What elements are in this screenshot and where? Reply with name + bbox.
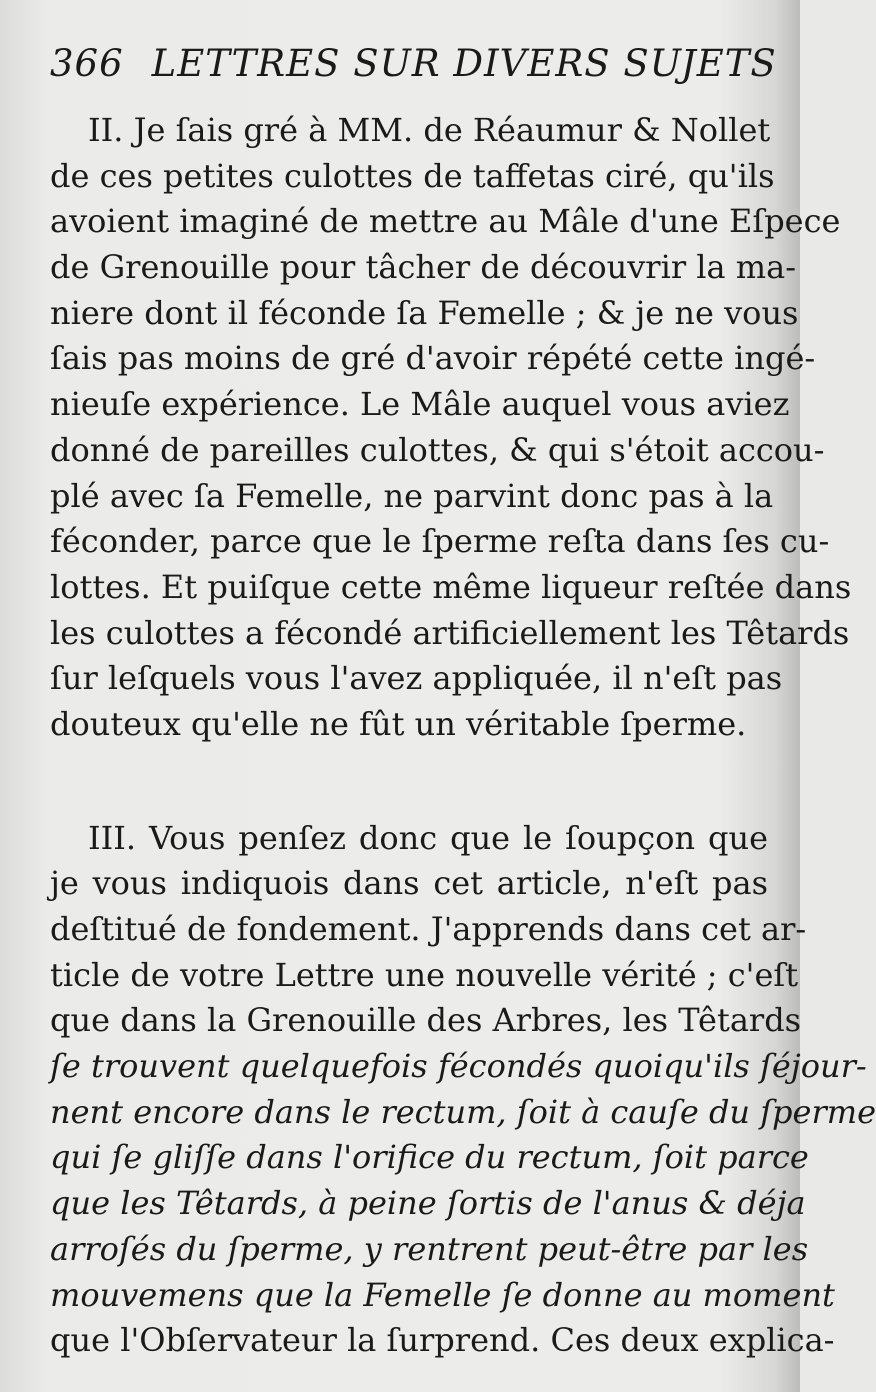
page-number: 366 [50,42,124,85]
text-line: lottes. Et puiſque cette même liqueur reſtée dans [50,567,852,606]
text-line: niere dont il féconde ſa Femelle ; & je ne vous [50,293,799,332]
running-title: LETTRES SUR DIVERS SUJETS [151,42,777,85]
text-line: ſais pas moins de gré d'avoir répété cette ingé- [50,339,816,378]
text-line: deſtitué de fondement. J'apprends dans cet ar- [50,910,807,948]
text-line: mouvemens que la Femelle ſe donne au moment [50,1275,835,1314]
text-line: donné de pareilles culottes, & qui s'étoit accou- [50,430,825,469]
text-line: que les Têtards, à peine ſortis de l'anus & déja [50,1184,806,1223]
text-line: plé avec ſa Femelle, ne parvint donc pas à la [50,476,774,515]
text-line: ticle de votre Lettre une nouvelle vérité ; c'eſt [50,955,799,994]
text-line: féconder, parce que le ſperme reſta dans ſes cu- [50,522,830,561]
text-line: avoient imaginé de mettre au Mâle d'une Eſpece [50,202,841,241]
text-line: que dans la Grenouille des Arbres, les Têtards [50,1001,802,1040]
paragraph-gap [50,748,768,816]
paragraph-section-2 [50,108,852,748]
text-line: III. Vous penſez donc que le ſoupçon que [88,818,768,857]
running-header [50,42,777,85]
text-line: les culottes a fécondé artificiellement les Têtards [50,613,850,652]
text-line: arroſés du ſperme, y rentrent peut-être par les [50,1229,809,1268]
text-line: je vous indiquois dans cet article, n'eſt pas [50,864,768,903]
text-line: de ces petites culottes de taffetas ciré, qu'ils [50,156,775,195]
text-line: nent encore dans le rectum, ſoit à cauſe du ſperme [50,1092,876,1131]
text-line: ſur leſquels vous l'avez appliquée, il n'eſt pas [50,659,783,698]
text-line: de Grenouille pour tâcher de découvrir la ma- [50,248,796,287]
body-text [50,108,876,1364]
text-line: douteux qu'elle ne fût un véritable ſperme. [50,704,747,743]
text-line: II. Je ſais gré à MM. de Réaumur & Nollet [88,111,771,149]
text-line: qui ſe gliſſe dans l'orifice du rectum, ſoit parce [50,1138,809,1177]
text-line: que l'Obſervateur la ſurprend. Ces deux explica- [50,1321,835,1360]
text-line: nieuſe expérience. Le Mâle auquel vous aviez [50,385,790,424]
paragraph-section-3 [50,816,876,1364]
text-line: ſe trouvent quelquefois fécondés quoiqu'ils ſéjour- [50,1047,867,1086]
